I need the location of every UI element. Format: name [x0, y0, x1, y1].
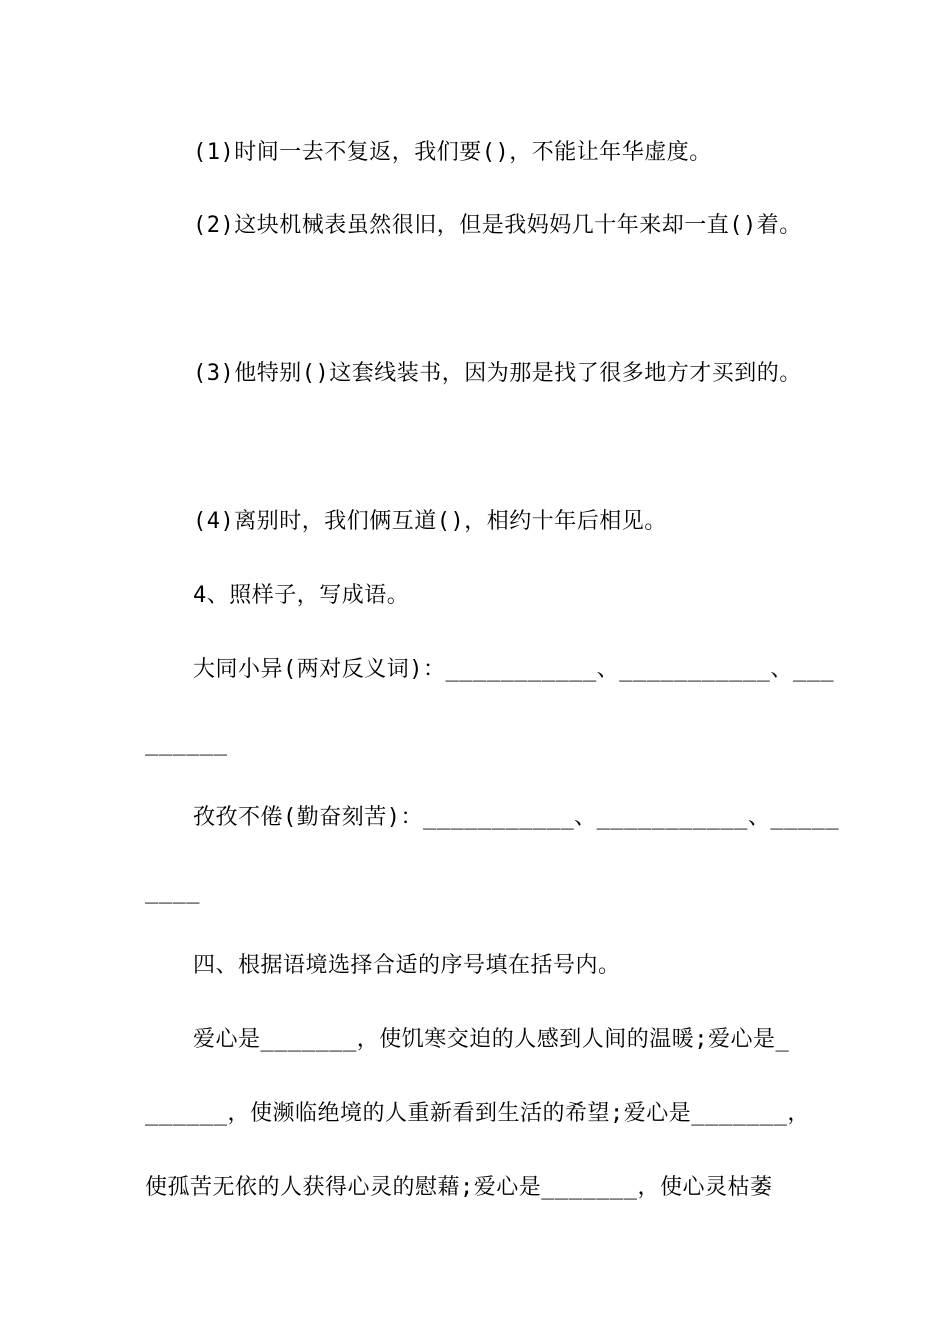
question-4-text: (4)离别时，我们俩互道()，相约十年后相见。: [193, 509, 667, 534]
idiom-example-1: 大同小异(两对反义词)：___________、___________、___: [193, 657, 835, 682]
question-2-text: (2)这块机械表虽然很旧，但是我妈妈几十年来却一直()着。: [193, 213, 802, 238]
paragraph-line-1: 爱心是_______，使饥寒交迫的人感到人间的温暖;爱心是_: [193, 1027, 790, 1052]
idiom-example-1-continuation: ______: [145, 731, 228, 756]
question-1-text: (1)时间一去不复返，我们要()，不能让年华虚度。: [193, 140, 712, 165]
section-4-heading: 4、照样子，写成语。: [193, 583, 410, 608]
paragraph-line-2: ______，使濒临绝境的人重新看到生活的希望;爱心是_______，: [145, 1101, 810, 1126]
paragraph-line-3: 使孤苦无依的人获得心灵的慰藉;爱心是_______，使心灵枯萎: [145, 1175, 773, 1200]
section-four-heading: 四、根据语境选择合适的序号填在括号内。: [193, 953, 621, 978]
idiom-example-2-continuation: ____: [145, 879, 200, 904]
idiom-example-2: 孜孜不倦(勤奋刻苦)：___________、___________、_____: [193, 805, 840, 830]
question-3-text: (3)他特别()这套线装书，因为那是找了很多地方才买到的。: [193, 361, 802, 386]
